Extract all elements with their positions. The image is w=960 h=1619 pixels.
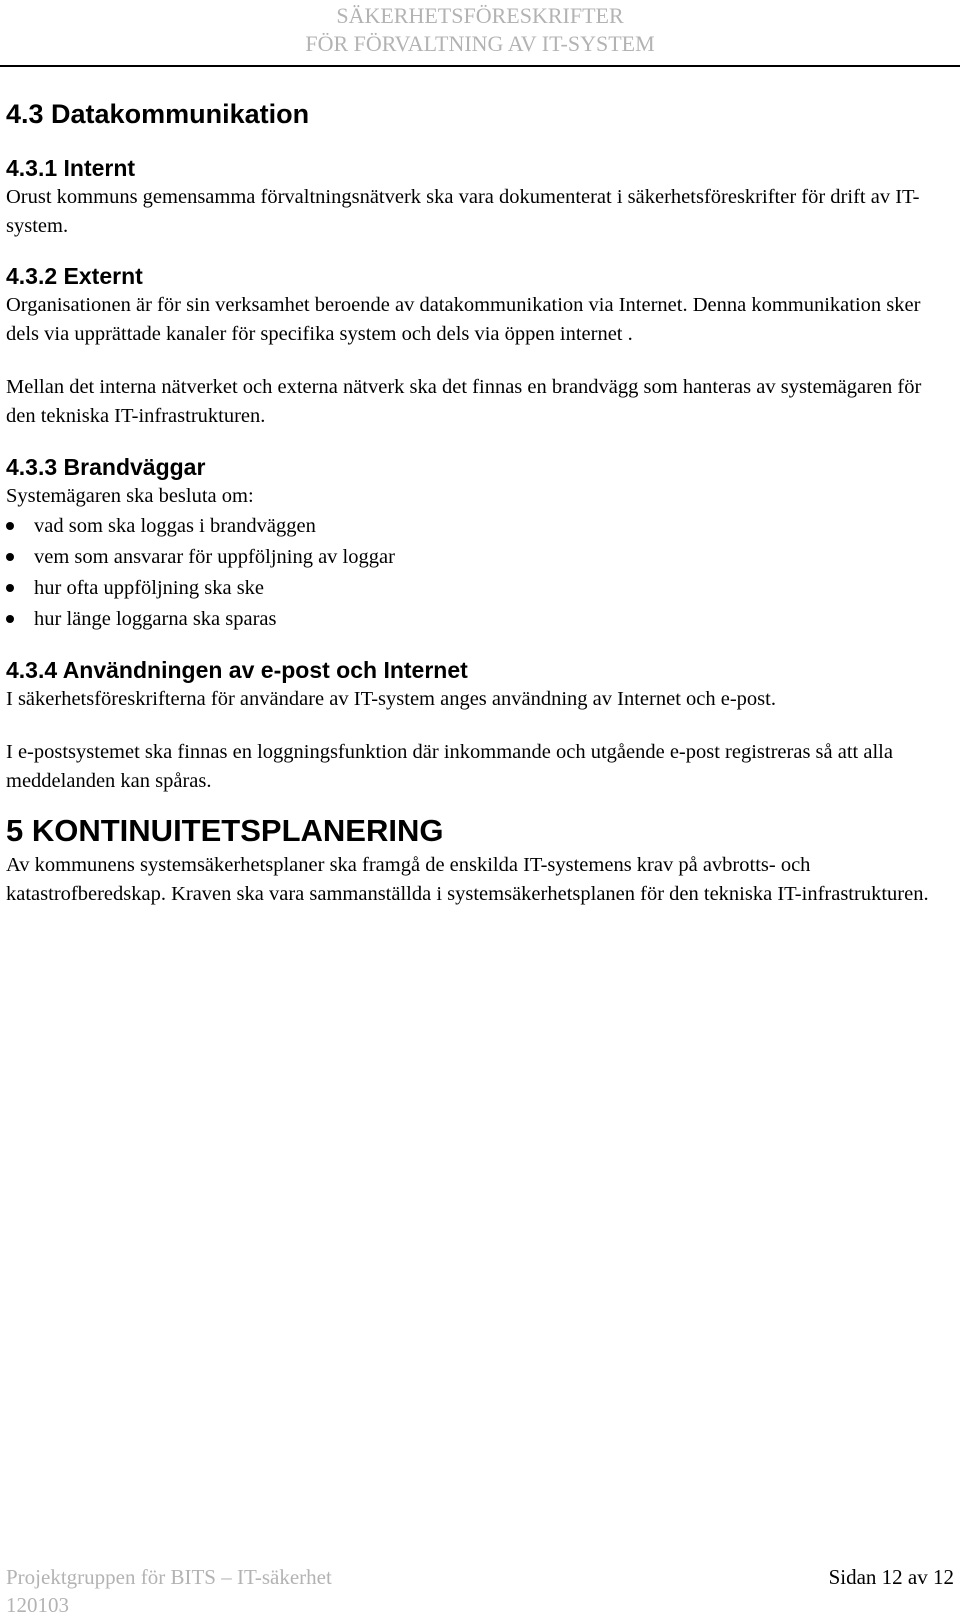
list-item: hur ofta uppföljning ska ske xyxy=(6,573,954,604)
list-item: hur länge loggarna ska sparas xyxy=(6,604,954,635)
paragraph-internt: Orust kommuns gemensamma förvaltningsnätverk ska vara dokumenterat i säkerhetsföreskrifter för drift av IT-system. xyxy=(6,186,920,237)
section-heading-4-3-4: 4.3.4 Användningen av e-post och Internet xyxy=(6,656,468,683)
paragraph-brandvaggar-intro: Systemägaren ska besluta om: xyxy=(6,485,254,507)
footer-date: 120103 xyxy=(6,1593,69,1617)
paragraph-externt-1: Organisationen är för sin verksamhet beroende av datakommunikation via Internet. Denna kommunikation sker dels via upprättade kanaler för specifika system och dels via öppen internet . xyxy=(6,294,921,345)
header-line-1: SÄKERHETSFÖRESKRIFTER xyxy=(336,3,624,28)
section-heading-4-3-2: 4.3.2 Externt xyxy=(6,263,143,289)
page-number: Sidan 12 av 12 xyxy=(828,1565,954,1589)
bullet-list-brandvaggar xyxy=(6,511,954,635)
paragraph-epost-2: I e-postsystemet ska finnas en loggningsfunktion där inkommande och utgående e-post registreras så att alla meddelanden kan spåras. xyxy=(6,741,893,792)
list-item: vem som ansvarar för uppföljning av loggar xyxy=(6,542,954,573)
section-heading-4-3-1: 4.3.1 Internt xyxy=(6,155,136,181)
paragraph-kontinuitet: Av kommunens systemsäkerhetsplaner ska framgå de enskilda IT-systemens krav på avbrotts- och katastrofberedskap. Kraven ska vara sammanställda i systemsäkerhetsplanen för den tekniska IT-infrastrukturen. xyxy=(6,854,929,905)
paragraph-externt-2: Mellan det interna nätverket och externa nätverk ska det finnas en brandvägg som hanteras av systemägaren för den tekniska IT-infrastrukturen. xyxy=(6,376,922,427)
header-line-2: FÖR FÖRVALTNING AV IT-SYSTEM xyxy=(305,31,655,56)
section-heading-4-3-3: 4.3.3 Brandväggar xyxy=(6,454,206,480)
footer-project-group: Projektgruppen för BITS – IT-säkerhet xyxy=(6,1565,332,1589)
page-footer xyxy=(6,1563,954,1619)
document-body xyxy=(6,97,954,908)
paragraph-epost-1: I säkerhetsföreskrifterna för användare av IT-system anges användning av Internet och e-post. xyxy=(6,687,776,710)
header-divider xyxy=(0,65,960,67)
chapter-heading-5: 5 KONTINUITETSPLANERING xyxy=(6,813,444,848)
list-item: vad som ska loggas i brandväggen xyxy=(6,511,954,542)
page-header xyxy=(0,2,960,58)
section-heading-4-3: 4.3 Datakommunikation xyxy=(6,99,310,129)
